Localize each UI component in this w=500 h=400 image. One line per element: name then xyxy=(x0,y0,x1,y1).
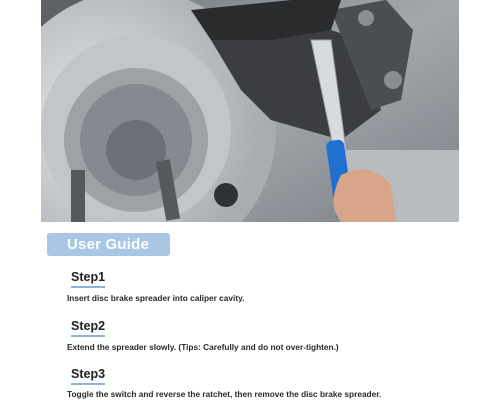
product-photo xyxy=(41,0,459,222)
step2-underline xyxy=(71,335,105,337)
step2-title: Step2 xyxy=(71,319,105,337)
step3-title: Step3 xyxy=(71,367,105,385)
step1-description: Insert disc brake spreader into caliper cavity. xyxy=(67,293,245,303)
step1-title: Step1 xyxy=(71,270,105,288)
step3-underline xyxy=(71,383,105,385)
user-guide-title: User Guide xyxy=(67,236,150,253)
brake-caliper-photo xyxy=(41,0,459,222)
user-guide-badge xyxy=(47,233,170,256)
step3-description: Toggle the switch and reverse the ratchet, then remove the disc brake spreader. xyxy=(67,389,382,399)
step2-description: Extend the spreader slowly. (Tips: Carefully and do not over-tighten.) xyxy=(67,342,339,352)
step1-underline xyxy=(71,286,105,288)
